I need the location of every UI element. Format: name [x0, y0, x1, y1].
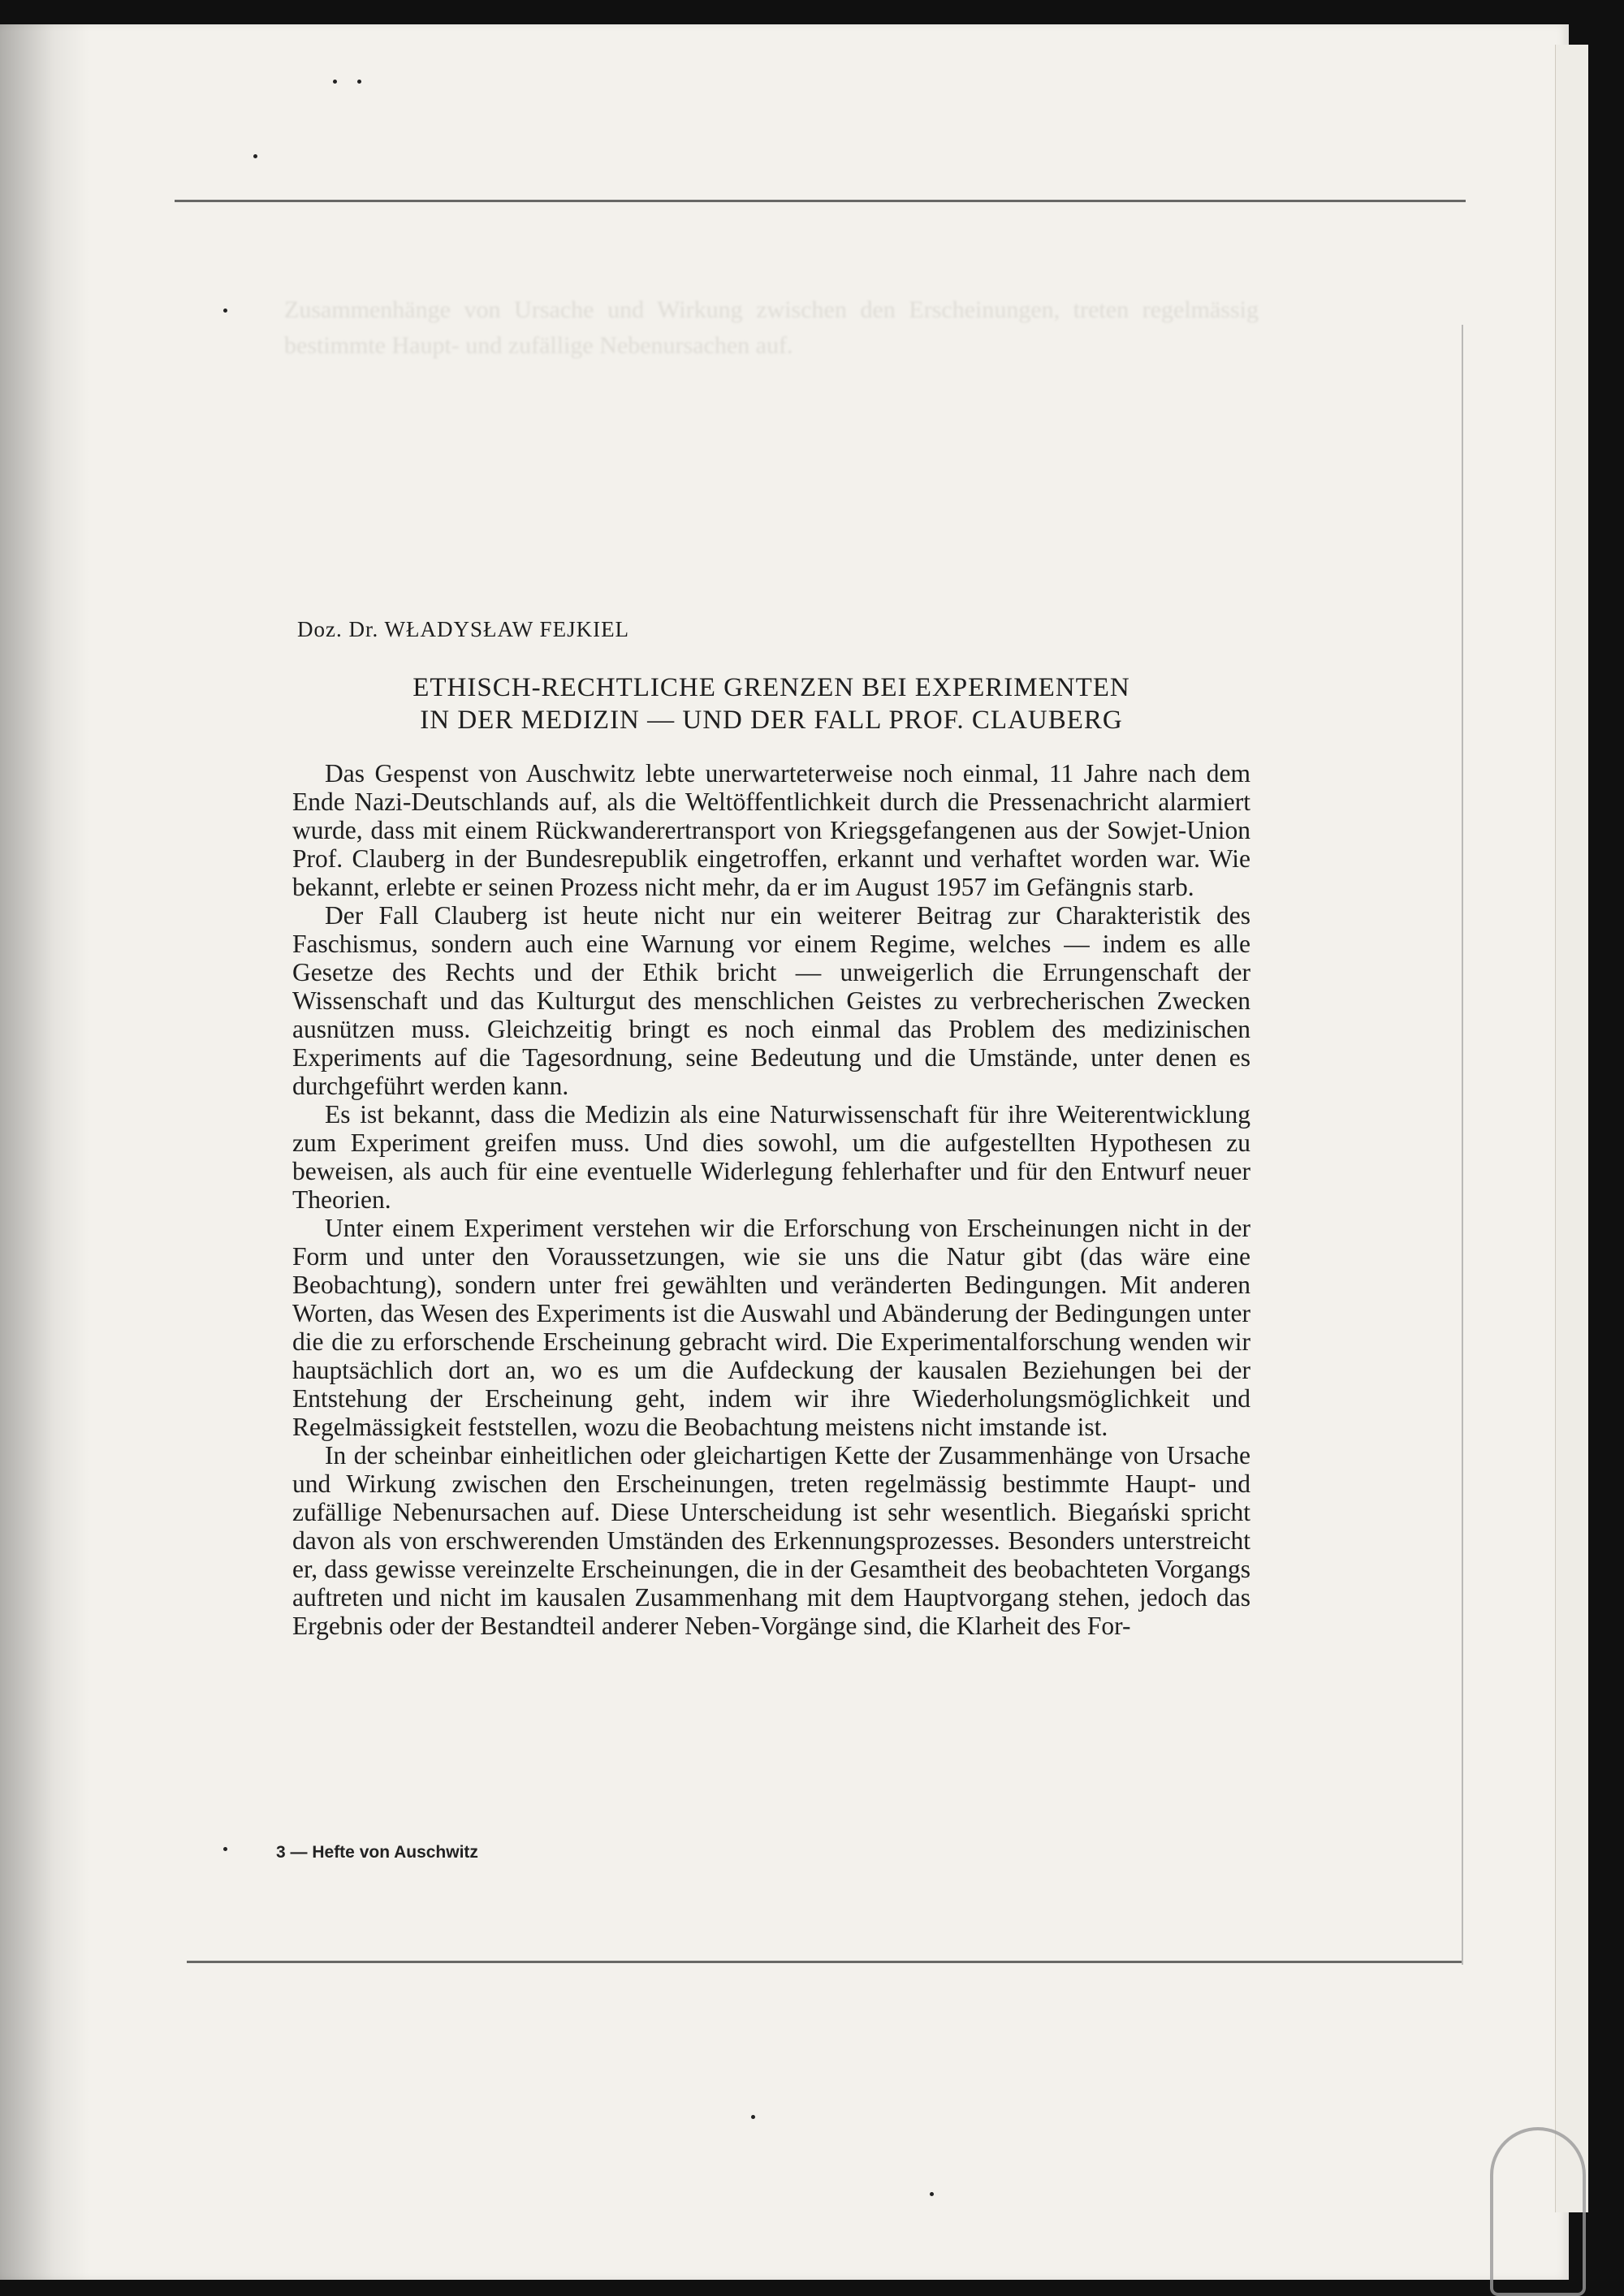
bleed-through-text: Zusammenhänge von Ursache und Wirkung zwischen den Erscheinungen, treten regelmässig bestimmte Haupt- und zufällige Nebenursachen auf. — [284, 296, 1259, 359]
dust-speck — [223, 1847, 227, 1851]
dust-speck — [930, 2192, 934, 2196]
paragraph: Der Fall Clauberg ist heute nicht nur ein weiterer Beitrag zur Charakteristik des Faschismus, sondern auch eine Warnung vor einem Regime, welches — indem es alle Gesetze des Rechts und der Ethik bricht — unweigerlich die Errungenschaft der Wissenschaft und das Kulturgut des menschlichen Geistes zu verbrecherischen Zwecken ausnützen muss. Gleichzeitig bringt es noch einmal das Problem des medizinischen Experiments auf die Tagesordnung, seine Bedeutung und die Umstände, unter denen es durchgeführt werden kann. — [292, 901, 1250, 1100]
dust-speck — [357, 80, 361, 84]
dust-speck — [751, 2115, 755, 2119]
article-body — [292, 759, 1250, 1640]
crop-mark-bottom — [187, 1961, 1462, 1963]
paragraph: Es ist bekannt, dass die Medizin als eine Naturwissenschaft für ihre Weiterentwicklung zum Experiment greifen muss. Und dies sowohl, um die aufgestellten Hypothesen zu beweisen, als auch für eine eventuelle Widerlegung fehlerhafter und für den Entwurf neuer Theorien. — [292, 1100, 1250, 1214]
paper-clip — [1490, 2127, 1586, 2296]
paragraph: Unter einem Experiment verstehen wir die Erforschung von Erscheinungen nicht in der Form und unter den Voraussetzungen, wie sie uns die Natur gibt (das wäre eine Beobachtung), sondern unter frei gewählten und veränderten Bedingungen. Mit anderen Worten, das Wesen des Experiments ist die Auswahl und Abänderung der Bedingungen unter die die zu erforschende Erscheinung gebracht wird. Die Experimentalforschung wenden wir hauptsächlich dort an, wo es um die Aufdeckung der kausalen Beziehungen bei der Entstehung der Erscheinung geht, indem wir ihre Wiederholungsmöglichkeit und Regelmässigkeit feststellen, wozu die Beobachtung meistens nicht imstande ist. — [292, 1214, 1250, 1441]
dust-speck — [223, 309, 227, 313]
author-name: Doz. Dr. WŁADYSŁAW FEJKIEL — [297, 617, 630, 641]
dust-speck — [333, 80, 337, 84]
crop-mark-top — [175, 200, 1466, 202]
back-sheet-edge — [1555, 45, 1588, 2212]
article-title — [292, 671, 1250, 736]
dust-speck — [253, 154, 257, 158]
article — [292, 617, 1250, 1640]
paragraph: In der scheinbar einheitlichen oder gleichartigen Kette der Zusammenhänge von Ursache und Wirkung zwischen den Erscheinungen, treten regelmässig bestimmte Haupt- und zufällige Nebenursachen auf. Diese Unterscheidung ist sehr wesentlich. Biegański spricht davon als von erschwerenden Umständen des Erkennungsprozesses. Besonders unterstreicht er, dass gewisse vereinzelte Erscheinungen, die in der Gesamtheit des beobachteten Vorgangs auftreten und nicht im kausalen Zusammenhang mit dem Hauptvorgang stehen, jedoch das Ergebnis oder der Bestandteil anderer Neben-Vorgänge sind, die Klarheit des For- — [292, 1441, 1250, 1640]
page-footer: 3 — Hefte von Auschwitz — [276, 1843, 478, 1862]
title-line-1: ETHISCH-RECHTLICHE GRENZEN BEI EXPERIMENTEN — [412, 673, 1130, 702]
paragraph: Das Gespenst von Auschwitz lebte unerwarteterweise noch einmal, 11 Jahre nach dem Ende Nazi-Deutschlands auf, als die Weltöffentlichkeit durch die Pressenachricht alarmiert wurde, dass mit einem Rückwanderertransport von Kriegsgefangenen aus der Sowjet-Union Prof. Clauberg in der Bundesrepublik eingetroffen, erkannt und verhaftet worden war. Wie bekannt, erlebte er seinen Prozess nicht mehr, da er im August 1957 im Gefängnis starb. — [292, 759, 1250, 901]
crop-mark-right — [1462, 325, 1463, 1965]
title-line-2: IN DER MEDIZIN — UND DER FALL PROF. CLAUBERG — [420, 706, 1123, 735]
